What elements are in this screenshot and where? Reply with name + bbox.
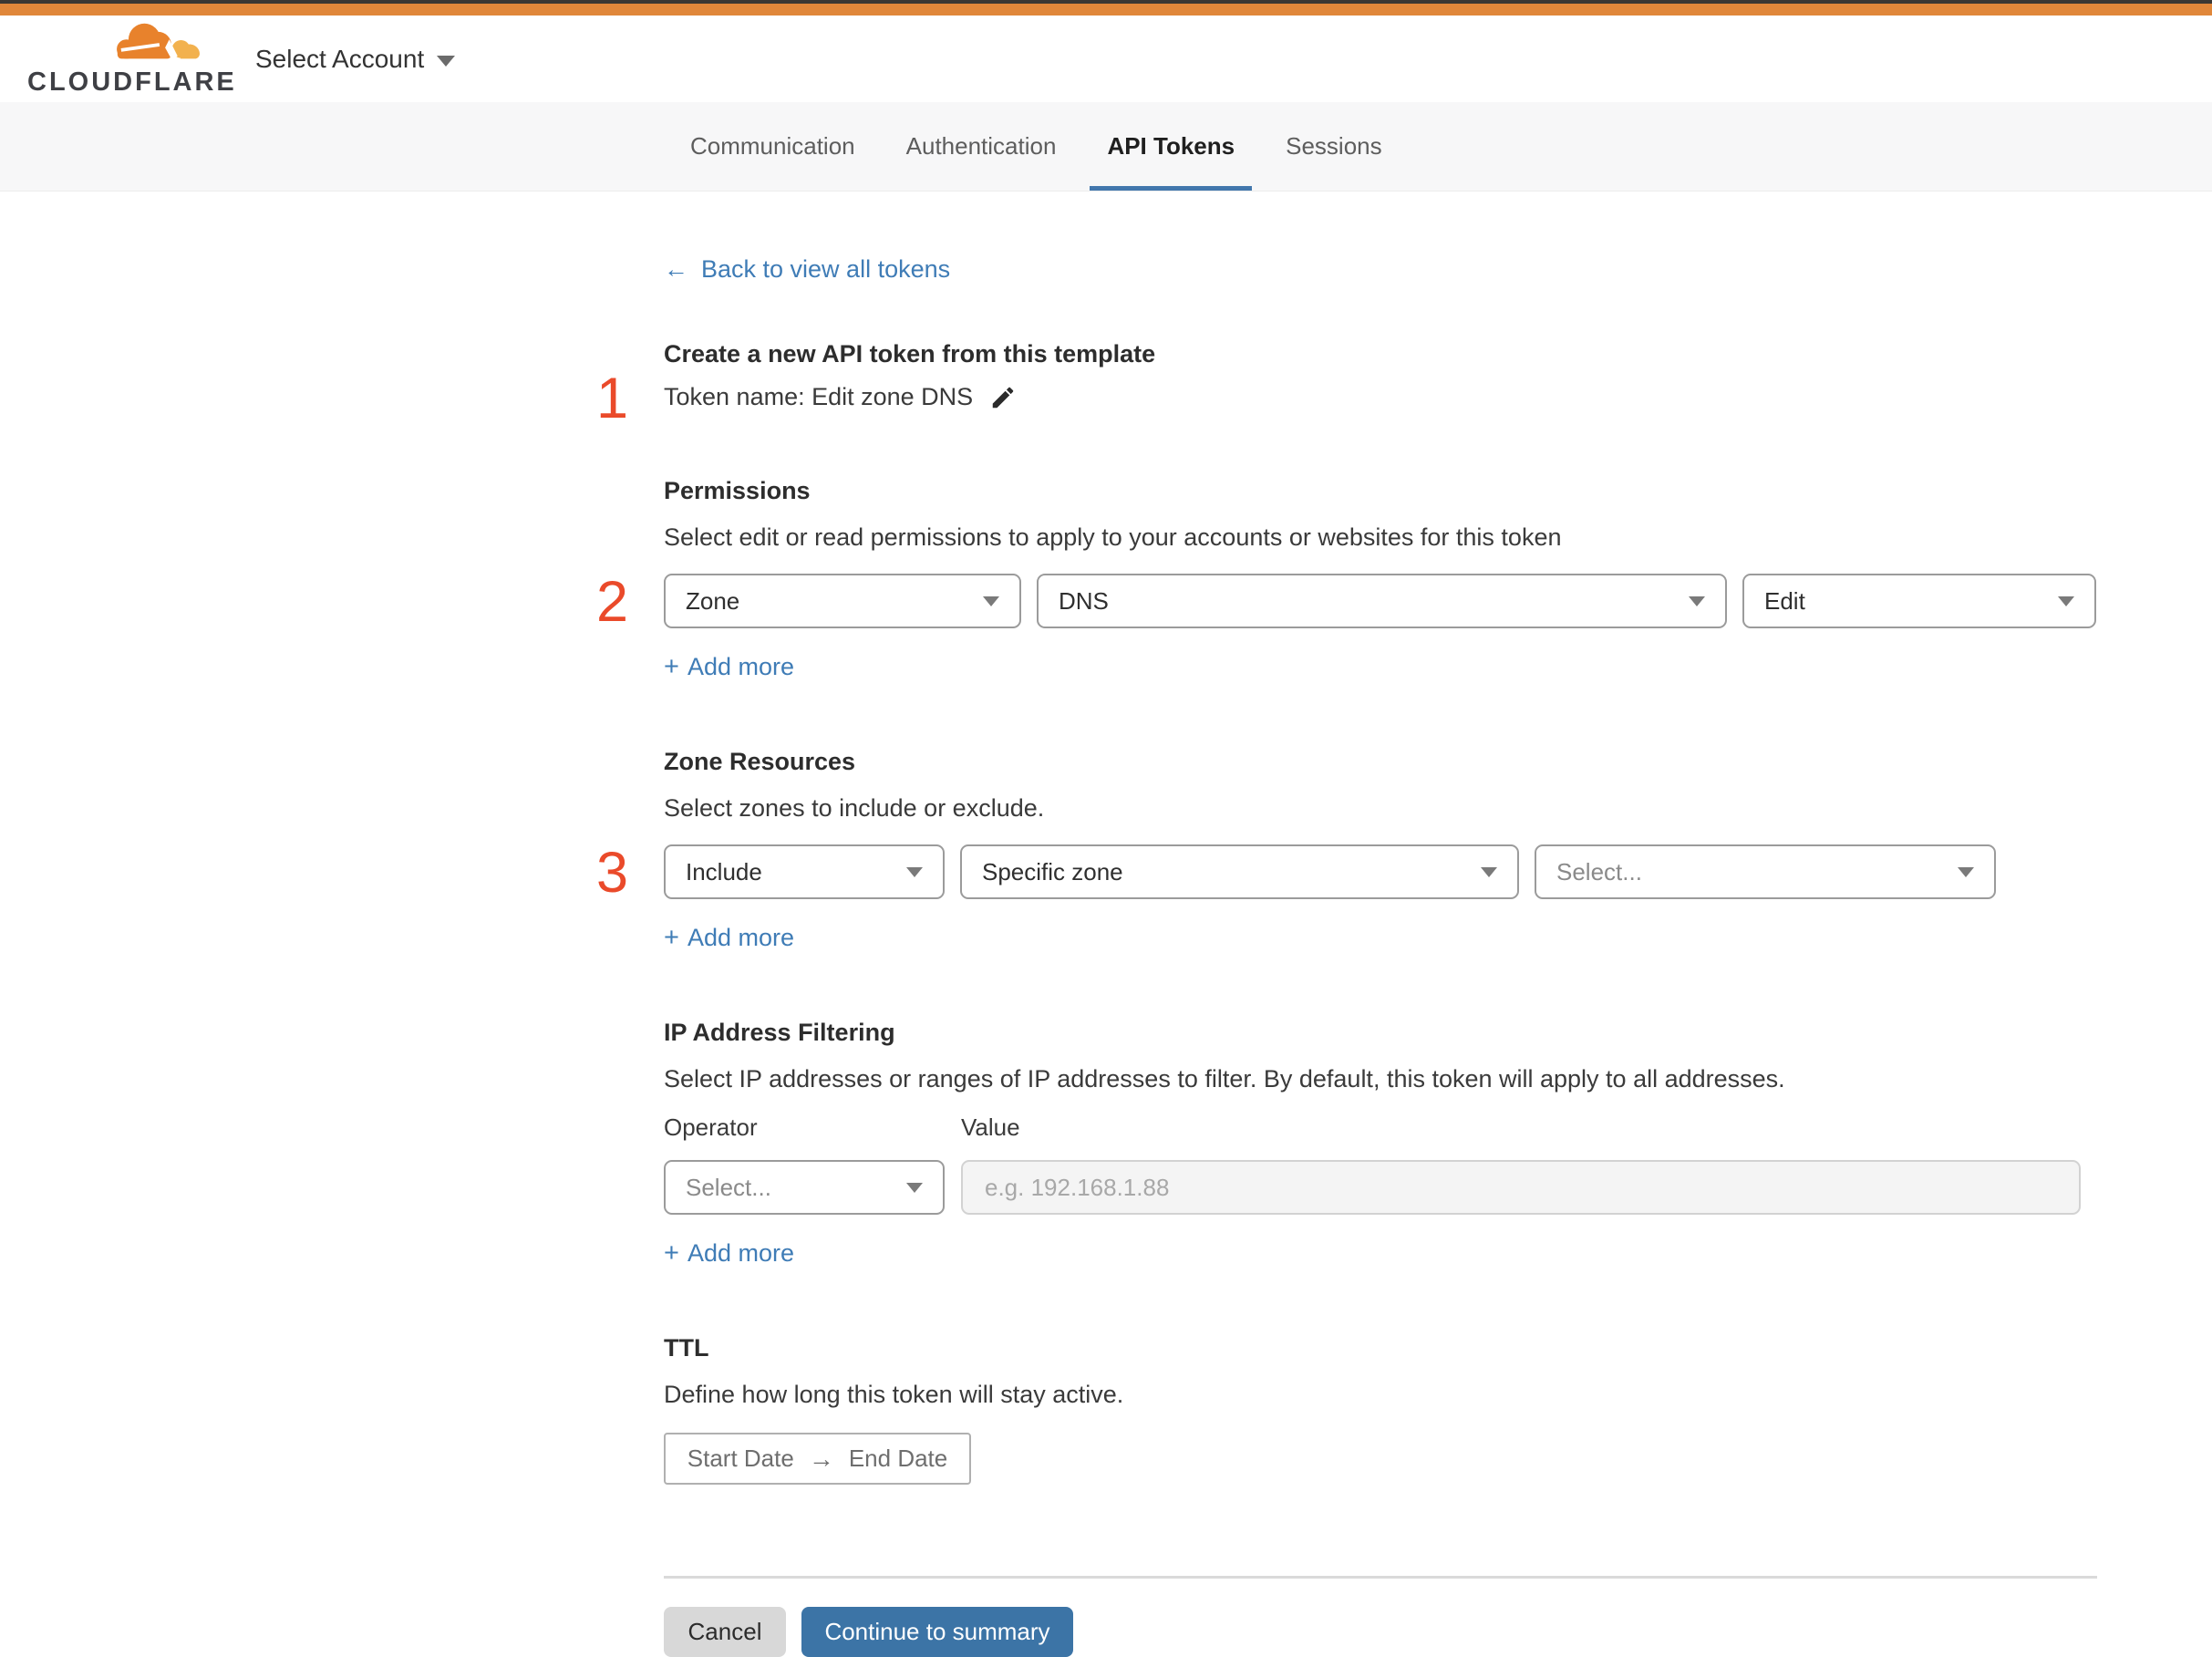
top-orange-bar <box>0 4 2212 16</box>
tab-communication[interactable]: Communication <box>690 132 855 160</box>
zone-resources-dropdown-row <box>596 841 2097 905</box>
add-more-label: Add more <box>687 924 794 951</box>
create-token-heading: Create a new API token from this template <box>664 340 1156 368</box>
end-date-label: End Date <box>848 1445 948 1472</box>
token-name-text: Token name: Edit zone DNS <box>664 383 974 410</box>
app-header <box>0 16 2212 102</box>
token-name-row <box>596 367 2097 430</box>
plus-icon: + <box>664 923 679 952</box>
arrow-right-icon: → <box>808 1444 834 1473</box>
chevron-down-icon <box>906 1183 923 1193</box>
ip-filtering-description: Select IP addresses or ranges of IP addresses to filter. By default, this token will apply to all addresses. <box>664 1065 1785 1093</box>
ip-filtering-labels-row <box>664 1113 2097 1142</box>
chevron-down-icon <box>1958 867 1974 877</box>
main-content <box>596 255 2097 1657</box>
ip-operator-dropdown[interactable] <box>664 1160 945 1215</box>
tab-authentication[interactable]: Authentication <box>905 132 1057 160</box>
permissions-description: Select edit or read permissions to apply to your accounts or websites for this token <box>664 523 1562 551</box>
start-date-label: Start Date <box>687 1445 794 1472</box>
ttl-date-range-picker[interactable] <box>664 1433 971 1485</box>
footer-actions <box>664 1607 2097 1657</box>
tab-api-tokens[interactable]: API Tokens <box>1090 102 1252 191</box>
step-number-2: 2 <box>596 570 629 634</box>
zone-select-dropdown[interactable] <box>1535 844 1996 899</box>
zone-type-dropdown[interactable] <box>960 844 1519 899</box>
permissions-dropdown-row <box>596 570 2097 634</box>
zone-resources-add-more-link[interactable] <box>664 923 794 953</box>
tab-sessions[interactable]: Sessions <box>1286 132 1382 160</box>
permission-scope-value: Zone <box>686 586 740 615</box>
ip-value-input <box>961 1160 2081 1215</box>
value-label: Value <box>961 1113 1020 1141</box>
permission-scope-dropdown[interactable] <box>664 574 1021 628</box>
zone-include-dropdown[interactable] <box>664 844 945 899</box>
ip-filtering-section <box>664 1019 2097 1269</box>
zone-resources-description: Select zones to include or exclude. <box>664 794 1045 822</box>
chevron-down-icon <box>1481 867 1497 877</box>
plus-icon: + <box>664 652 679 681</box>
ip-filtering-add-more-link[interactable] <box>664 1238 794 1269</box>
permission-category-dropdown[interactable] <box>1037 574 1727 628</box>
select-account-label: Select Account <box>255 44 425 73</box>
chevron-down-icon <box>2058 596 2074 606</box>
ip-operator-placeholder: Select... <box>686 1173 771 1201</box>
add-more-label: Add more <box>687 653 794 680</box>
chevron-down-icon <box>1689 596 1705 606</box>
zone-type-value: Specific zone <box>982 857 1123 885</box>
permissions-section <box>596 477 2097 682</box>
permissions-add-more-link[interactable] <box>664 652 794 682</box>
permission-access-dropdown[interactable] <box>1742 574 2096 628</box>
footer-divider <box>664 1576 2097 1579</box>
cloudflare-cloud-icon <box>111 20 202 66</box>
back-link-label: Back to view all tokens <box>701 255 951 283</box>
zone-select-placeholder: Select... <box>1556 857 1642 885</box>
add-more-label: Add more <box>687 1239 794 1267</box>
zone-resources-heading: Zone Resources <box>664 748 856 775</box>
ttl-heading: TTL <box>664 1334 709 1362</box>
step-number-1: 1 <box>596 367 629 430</box>
chevron-down-icon <box>983 596 999 606</box>
zone-resources-section <box>596 748 2097 953</box>
permissions-heading: Permissions <box>664 477 811 504</box>
step-number-3: 3 <box>596 841 629 905</box>
chevron-down-icon <box>437 56 455 67</box>
back-to-tokens-link[interactable] <box>664 255 950 284</box>
cancel-button[interactable]: Cancel <box>664 1607 786 1657</box>
profile-tabbar <box>0 102 2212 192</box>
cloudflare-logo[interactable] <box>27 20 237 98</box>
ip-filtering-controls-row <box>664 1160 2097 1215</box>
ip-filtering-heading: IP Address Filtering <box>664 1019 895 1046</box>
zone-include-value: Include <box>686 857 762 885</box>
chevron-down-icon <box>906 867 923 877</box>
back-arrow-icon: ← <box>664 255 688 283</box>
edit-pencil-icon[interactable] <box>989 384 1017 411</box>
permission-access-value: Edit <box>1764 586 1805 615</box>
cloudflare-wordmark: CLOUDFLARE <box>27 67 237 97</box>
plus-icon: + <box>664 1238 679 1268</box>
ttl-description: Define how long this token will stay active. <box>664 1381 1124 1408</box>
permission-category-value: DNS <box>1059 586 1109 615</box>
select-account-dropdown[interactable] <box>255 45 455 74</box>
operator-label: Operator <box>664 1113 758 1141</box>
continue-to-summary-button[interactable]: Continue to summary <box>801 1607 1073 1657</box>
ttl-section <box>664 1334 2097 1485</box>
